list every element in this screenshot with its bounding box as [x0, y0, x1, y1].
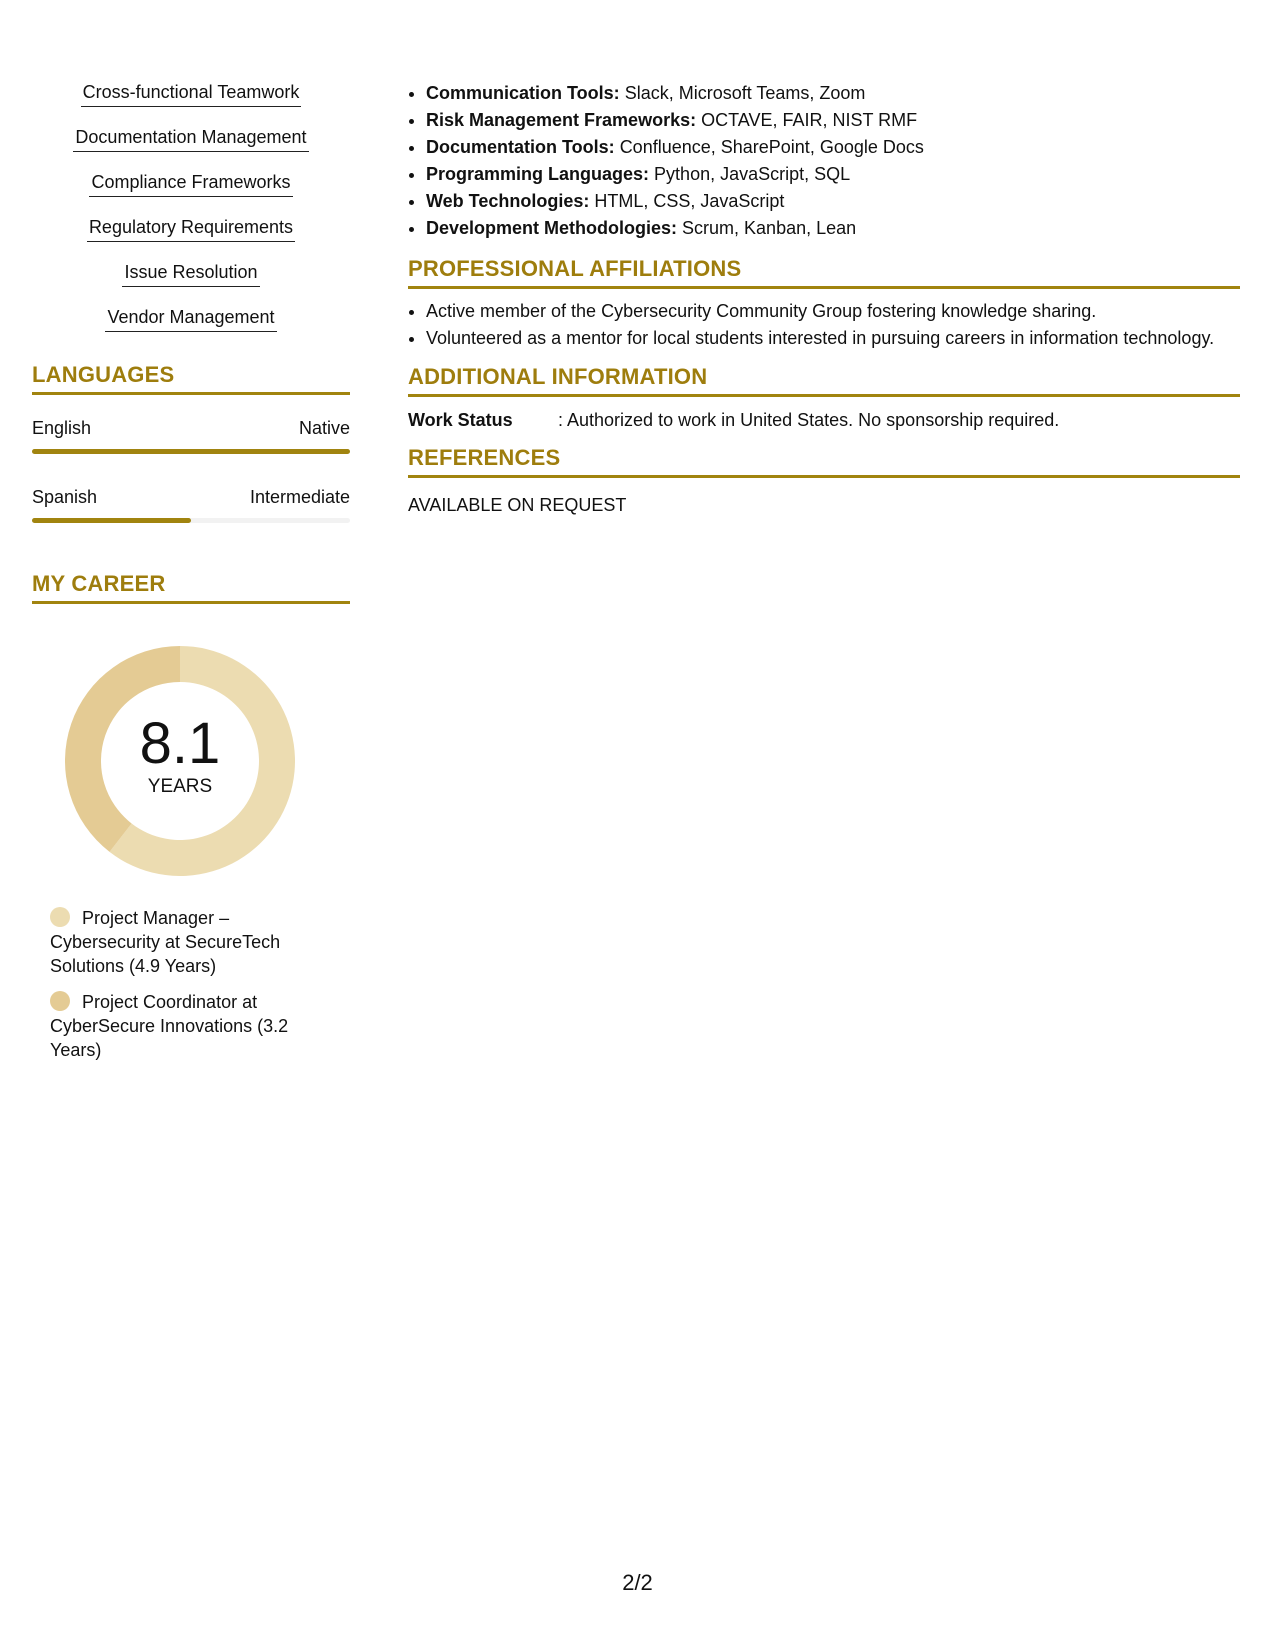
affiliation-item: • Active member of the Cybersecurity Community Group fostering knowledge sharing.: [426, 299, 1240, 323]
skill-label: Vendor Management: [105, 305, 276, 332]
tool-label: Communication Tools:: [426, 83, 620, 103]
work-status-label: Work Status: [408, 410, 513, 430]
language-bar-fill: [32, 449, 350, 454]
language-name: English: [32, 418, 92, 438]
left-column: [32, 80, 350, 1074]
right-column: [408, 80, 1240, 516]
affiliations-list: [408, 299, 1240, 350]
legend-dot-icon: [50, 907, 70, 927]
tool-item: [426, 107, 1240, 134]
tool-item: [426, 134, 1240, 161]
tool-label: Development Methodologies:: [426, 218, 678, 238]
skill-label: Compliance Frameworks: [89, 170, 292, 197]
tools-list: [408, 80, 1240, 242]
tool-value: Slack, Microsoft Teams, Zoom: [624, 83, 866, 103]
references-heading: REFERENCES: [408, 445, 1240, 478]
career-heading: MY CAREER: [32, 571, 350, 604]
career-role-label: Project Manager – Cybersecurity at SecureTech Solutions (4.9 Years): [50, 908, 281, 976]
language-bar-fill: [32, 518, 191, 523]
references-text: AVAILABLE ON REQUEST: [408, 495, 627, 515]
tool-value: OCTAVE, FAIR, NIST RMF: [701, 110, 918, 130]
skill-label: Issue Resolution: [122, 260, 259, 287]
skill-label: Regulatory Requirements: [87, 215, 295, 242]
languages-heading: LANGUAGES: [32, 362, 350, 395]
tool-item: [426, 188, 1240, 215]
language-level: Intermediate: [249, 487, 350, 507]
tool-item: [426, 80, 1240, 107]
language-bar: [32, 449, 350, 454]
language-level: Native: [298, 418, 350, 438]
additional-info-heading: ADDITIONAL INFORMATION: [408, 364, 1240, 397]
tool-item: [426, 161, 1240, 188]
tool-value: HTML, CSS, JavaScript: [594, 191, 785, 211]
tool-label: Programming Languages:: [426, 164, 650, 184]
tool-label: Risk Management Frameworks:: [426, 110, 697, 130]
skill-item: [32, 80, 350, 107]
legend-dot-icon: [50, 991, 70, 1011]
career-total-years: 8.1: [139, 711, 221, 776]
tool-value: Scrum, Kanban, Lean: [682, 218, 857, 238]
skill-item: [32, 170, 350, 197]
tool-value: Confluence, SharePoint, Google Docs: [619, 137, 924, 157]
language-item: [32, 486, 350, 523]
career-total-unit: YEARS: [147, 776, 213, 797]
career-donut-chart: [65, 646, 295, 876]
page-number: 2/2: [622, 1570, 653, 1595]
skill-item: [32, 125, 350, 152]
language-item: [32, 417, 350, 454]
tool-item: [426, 215, 1240, 242]
tool-label: Documentation Tools:: [426, 137, 615, 157]
affiliations-heading: PROFESSIONAL AFFILIATIONS: [408, 256, 1240, 289]
skill-item: [32, 260, 350, 287]
tool-label: Web Technologies:: [426, 191, 590, 211]
work-status-value: : Authorized to work in United States. No sponsorship required.: [558, 410, 1060, 430]
skill-label: Documentation Management: [73, 125, 308, 152]
career-role-label: Project Coordinator at CyberSecure Innovations (3.2 Years): [50, 992, 289, 1060]
skill-item: [32, 215, 350, 242]
skill-item: [32, 305, 350, 332]
career-legend: [50, 906, 300, 1062]
career-legend-item: [50, 906, 300, 978]
work-status-row: [408, 409, 1240, 431]
affiliation-item: • Volunteered as a mentor for local students interested in pursuing careers in information technology.: [426, 326, 1240, 350]
career-legend-item: [50, 990, 300, 1062]
skill-label: Cross-functional Teamwork: [81, 80, 302, 107]
language-bar: [32, 518, 350, 523]
language-name: Spanish: [32, 487, 98, 507]
skills-list: [32, 80, 350, 332]
tool-value: Python, JavaScript, SQL: [654, 164, 851, 184]
